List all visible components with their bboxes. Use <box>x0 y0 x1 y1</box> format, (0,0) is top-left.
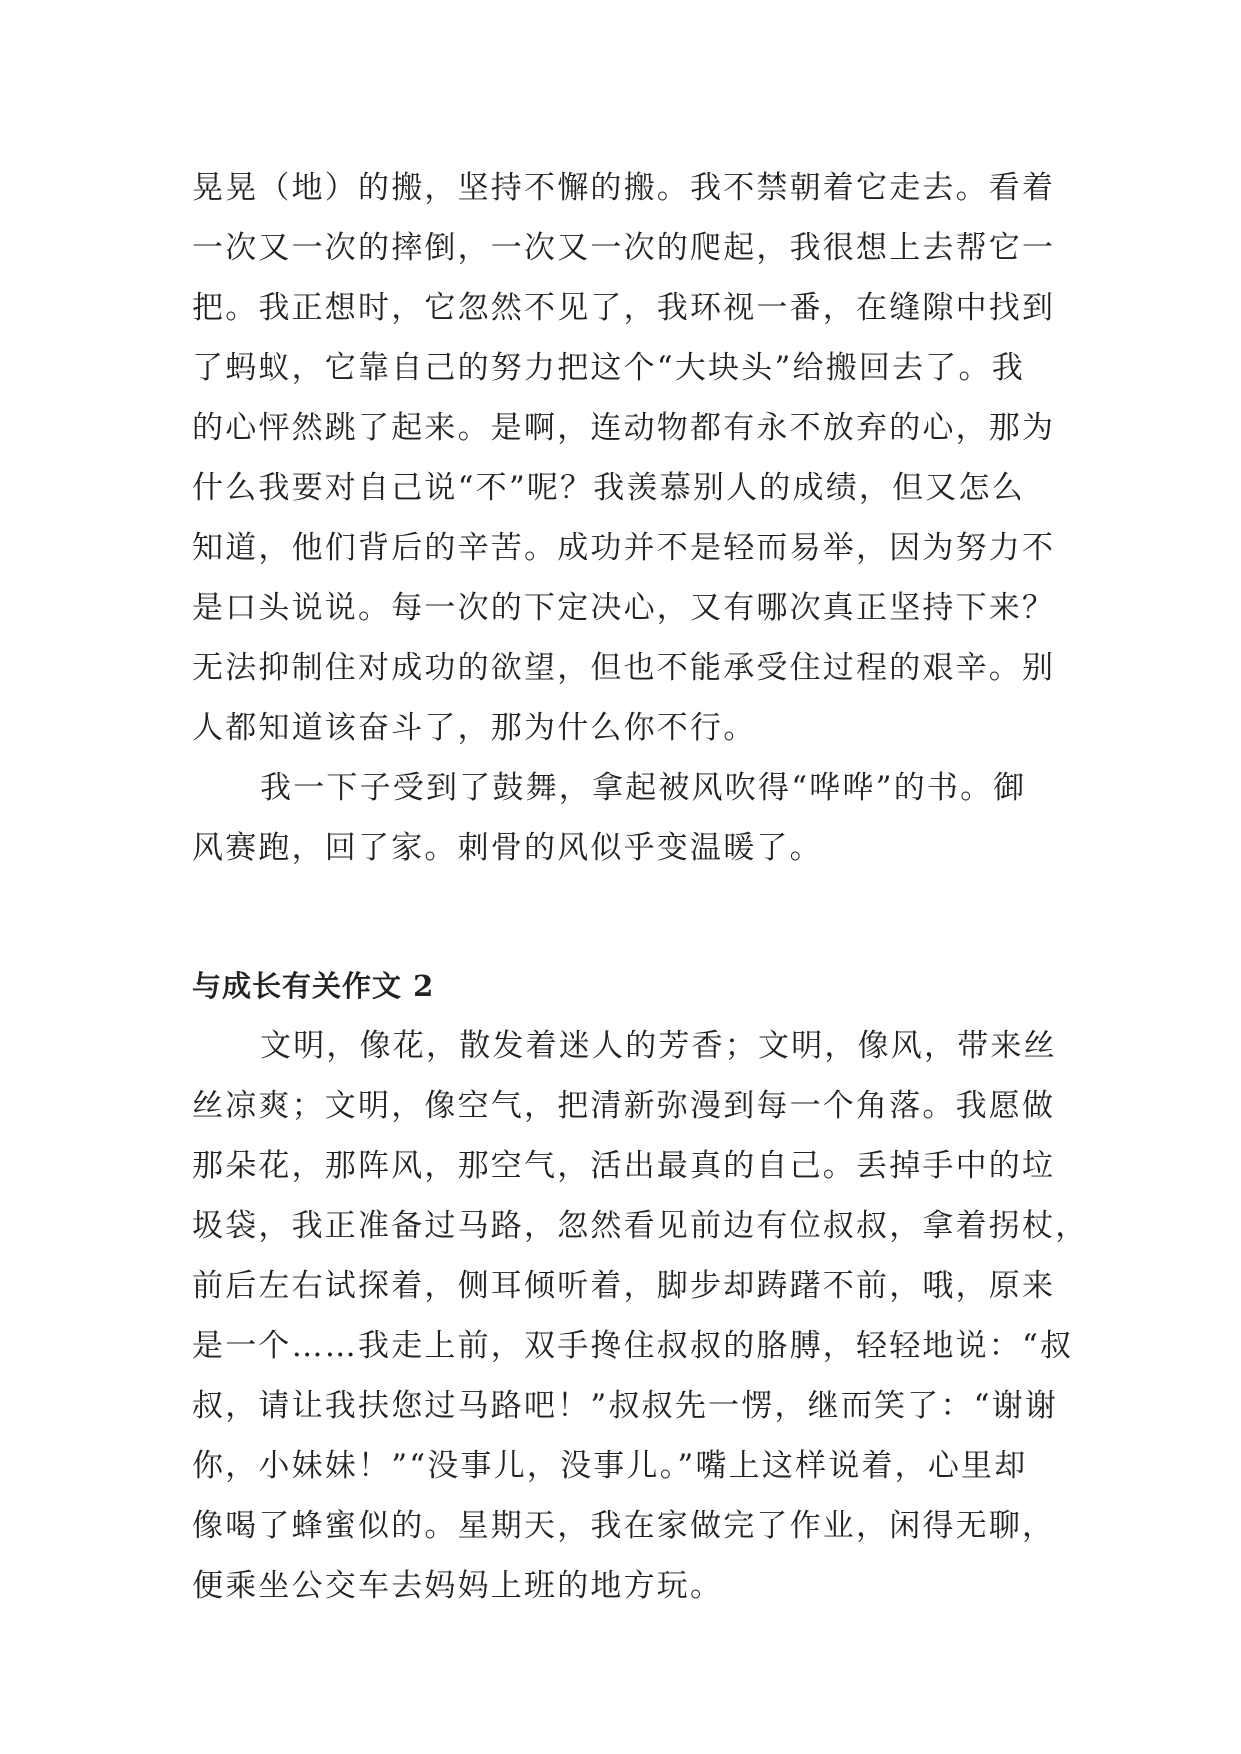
text-line: 那朵花，那阵风，那空气，活出最真的自己。丢掉手中的垃 <box>192 1148 1056 1184</box>
essay2-title: 与成长有关作文 2 <box>192 969 435 1003</box>
text-line: 你，小妹妹！”“没事儿，没事儿。”嘴上这样说着，心里却 <box>192 1448 1028 1484</box>
text-line: 把。我正想时，它忽然不见了，我环视一番，在缝隙中找到 <box>192 290 1056 326</box>
text-line: 我一下子受到了鼓舞，拿起被风吹得“哗哗”的书。御 <box>260 770 1027 806</box>
text-line: 风赛跑，回了家。刺骨的风似乎变温暖了。 <box>192 830 823 866</box>
text-line: 像喝了蜂蜜似的。星期天，我在家做完了作业，闲得无聊， <box>192 1508 1056 1544</box>
text-line: 晃晃（地）的搬，坚持不懈的搬。我不禁朝着它走去。看着 <box>192 170 1056 206</box>
text-line: 丝凉爽；文明，像空气，把清新弥漫到每一个角落。我愿做 <box>192 1088 1056 1124</box>
document-page <box>192 158 1089 1616</box>
essay1-paragraph-2 <box>192 758 1056 878</box>
text-line: 什么我要对自己说“不”呢？我羡慕别人的成绩，但又怎么 <box>192 470 1025 506</box>
text-line: 人都知道该奋斗了，那为什么你不行。 <box>192 710 757 746</box>
text-line: 前后左右试探着，侧耳倾听着，脚步却踌躇不前，哦，原来 <box>192 1268 1056 1304</box>
text-line: 便乘坐公交车去妈妈上班的地方玩。 <box>192 1568 724 1604</box>
section-spacer <box>192 878 1056 956</box>
text-line: 无法抑制住对成功的欲望，但也不能承受住过程的艰辛。别 <box>192 650 1056 686</box>
text-line: 了蚂蚁，它靠自己的努力把这个“大块头”给搬回去了。我 <box>192 350 1025 386</box>
text-line: 知道，他们背后的辛苦。成功并不是轻而易举，因为努力不 <box>192 530 1056 566</box>
text-line: 的心怦然跳了起来。是啊，连动物都有永不放弃的心，那为 <box>192 410 1056 446</box>
text-line: 文明，像花，散发着迷人的芳香；文明，像风，带来丝 <box>260 1028 1057 1064</box>
text-line: 圾袋，我正准备过马路，忽然看见前边有位叔叔，拿着拐杖， <box>192 1208 1089 1244</box>
text-line: 是一个……我走上前，双手搀住叔叔的胳膊，轻轻地说：“叔 <box>192 1328 1074 1364</box>
text-line: 一次又一次的摔倒，一次又一次的爬起，我很想上去帮它一 <box>192 230 1056 266</box>
text-line: 叔，请让我扶您过马路吧！”叔叔先一愣，继而笑了：“谢谢 <box>192 1388 1059 1424</box>
essay1-paragraph-1 <box>192 158 1056 758</box>
essay2-paragraph-1 <box>192 1016 1089 1616</box>
text-line: 是口头说说。每一次的下定决心，又有哪次真正坚持下来？ <box>192 590 1056 626</box>
